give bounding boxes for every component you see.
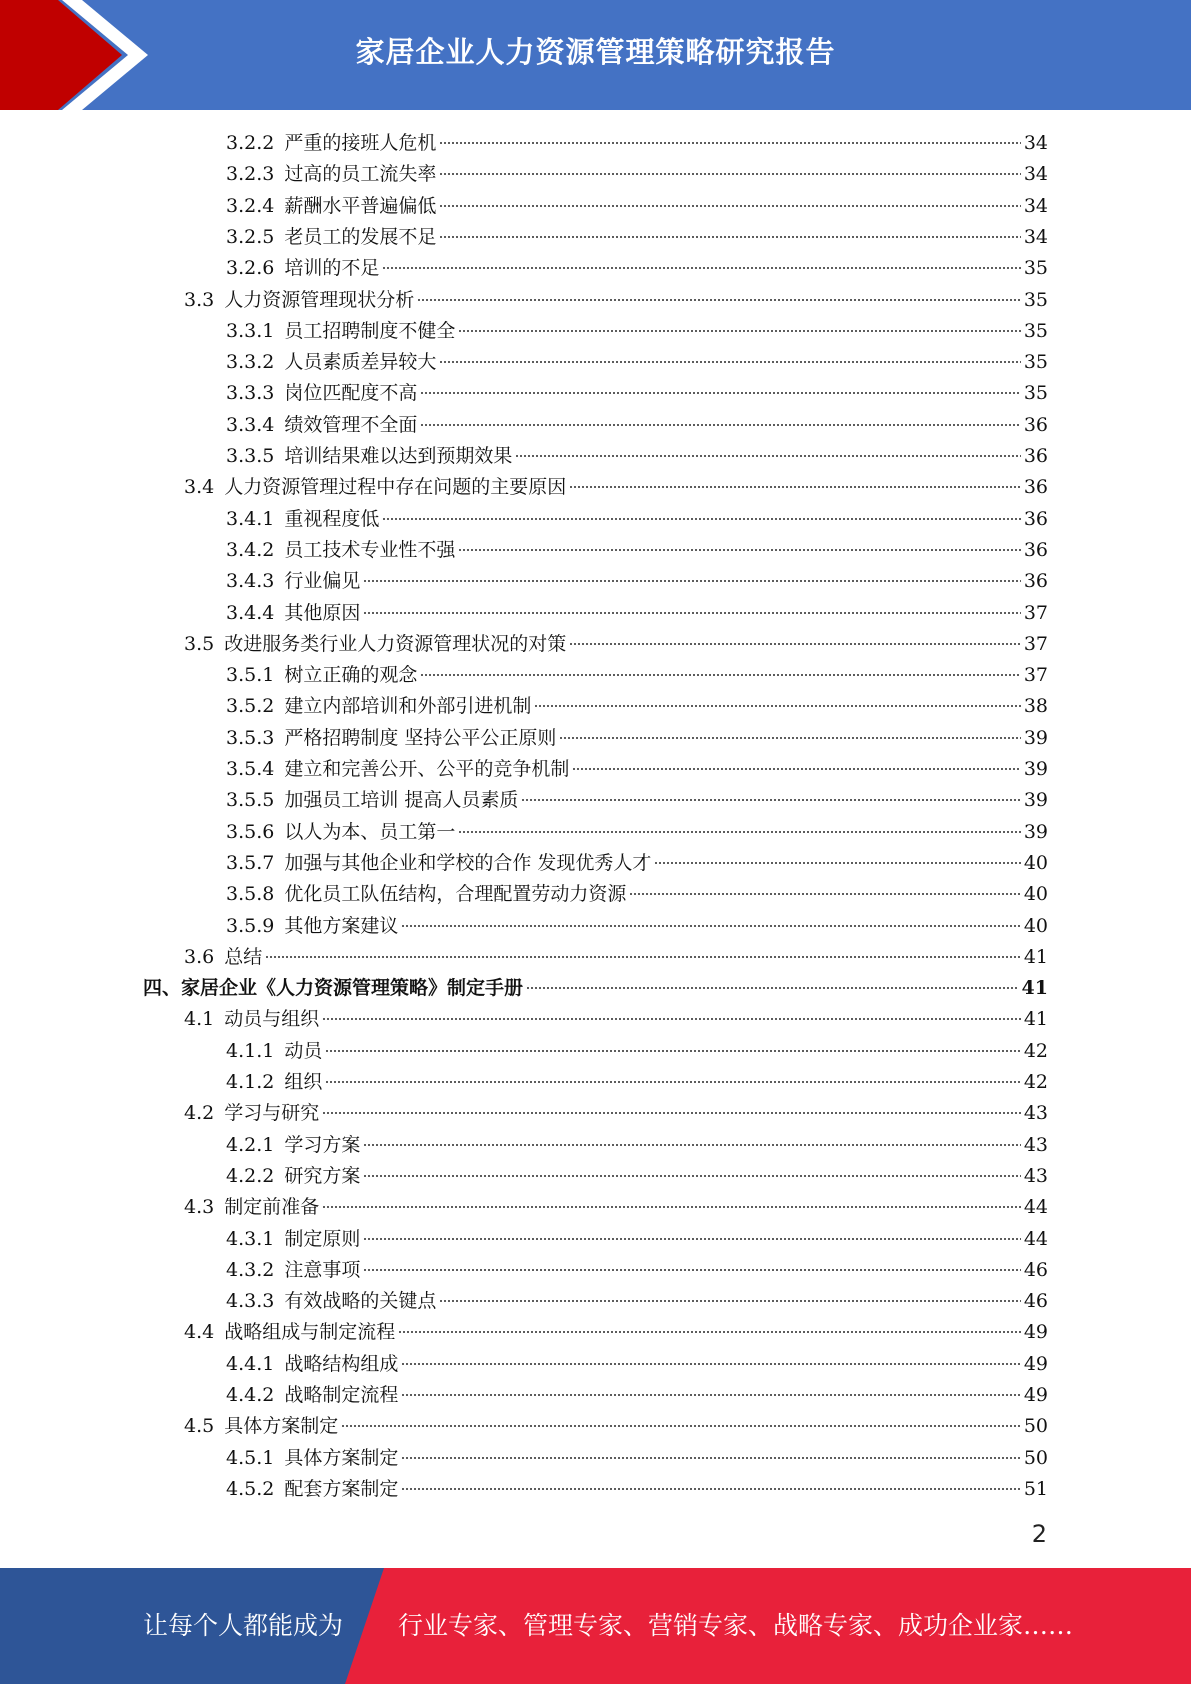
toc-entry-page: 40 bbox=[1023, 914, 1048, 937]
toc-entry-number: 3.2.5 bbox=[226, 225, 275, 248]
toc-entry-number: 3.2.2 bbox=[226, 132, 275, 154]
toc-entry-page: 36 bbox=[1023, 570, 1048, 593]
toc-dot-leader bbox=[322, 1018, 1021, 1020]
toc-entry[interactable] bbox=[184, 1192, 1048, 1223]
toc-entry-page: 36 bbox=[1023, 507, 1048, 530]
toc-dot-leader bbox=[515, 455, 1020, 457]
toc-entry-page: 34 bbox=[1023, 194, 1048, 217]
toc-entry[interactable] bbox=[226, 817, 1048, 848]
toc-entry-page: 35 bbox=[1023, 257, 1048, 280]
toc-entry-number: 3.3.3 bbox=[226, 382, 275, 405]
toc-entry-title: 员工技术专业性不强 bbox=[284, 538, 456, 561]
toc-entry[interactable] bbox=[226, 1255, 1048, 1286]
toc-entry[interactable] bbox=[226, 598, 1048, 629]
toc-entry-page: 39 bbox=[1023, 758, 1048, 780]
toc-entry[interactable] bbox=[184, 1317, 1048, 1348]
toc-entry-page: 43 bbox=[1023, 1102, 1048, 1125]
toc-entry-page: 40 bbox=[1023, 851, 1048, 874]
toc-entry-page: 43 bbox=[1023, 1133, 1048, 1156]
toc-entry-number: 3.3.1 bbox=[226, 319, 275, 342]
toc-entry-title: 优化员工队伍结构，合理配置劳动力资源 bbox=[284, 883, 627, 906]
toc-entry[interactable] bbox=[226, 535, 1048, 566]
toc-entry-title: 学习与研究 bbox=[224, 1102, 320, 1125]
toc-entry-number: 3.3.5 bbox=[226, 445, 275, 467]
toc-dot-leader bbox=[458, 549, 1020, 551]
toc-entry-title: 绩效管理不全面 bbox=[284, 413, 418, 436]
toc-entry-title: 具体方案制定 bbox=[224, 1415, 339, 1438]
toc-dot-leader bbox=[559, 737, 1020, 739]
toc-entry-number: 3.5.5 bbox=[226, 789, 275, 812]
toc-entry-title: 重视程度低 bbox=[284, 507, 380, 530]
toc-entry[interactable] bbox=[184, 472, 1048, 503]
toc-entry-title: 老员工的发展不足 bbox=[284, 225, 437, 248]
toc-dot-leader bbox=[420, 392, 1020, 394]
toc-entry-title: 加强与其他企业和学校的合作 发现优秀人才 bbox=[284, 851, 652, 874]
toc-entry[interactable] bbox=[143, 973, 1048, 1004]
toc-entry[interactable] bbox=[226, 660, 1048, 691]
toc-entry-title: 行业偏见 bbox=[284, 570, 361, 593]
toc-dot-leader bbox=[439, 173, 1020, 175]
toc-entry-title: 其他原因 bbox=[284, 601, 361, 624]
toc-entry-page: 35 bbox=[1023, 319, 1048, 342]
toc-entry-page: 34 bbox=[1023, 225, 1048, 248]
toc-entry[interactable] bbox=[226, 848, 1048, 879]
toc-entry-title: 改进服务类行业人力资源管理状况的对策 bbox=[224, 632, 567, 655]
toc-dot-leader bbox=[363, 1175, 1020, 1177]
toc-entry[interactable] bbox=[226, 1224, 1048, 1255]
toc-entry-number: 4.5.1 bbox=[226, 1446, 275, 1469]
toc-entry-title: 人员素质差异较大 bbox=[284, 351, 437, 374]
toc-entry-title: 薪酬水平普遍偏低 bbox=[284, 194, 437, 217]
toc-entry-title: 战略组成与制定流程 bbox=[224, 1321, 396, 1344]
toc-entry[interactable] bbox=[226, 1161, 1048, 1192]
toc-entry-title: 培训结果难以达到预期效果 bbox=[284, 445, 513, 467]
toc-entry-page: 49 bbox=[1023, 1321, 1048, 1344]
toc-dot-leader bbox=[265, 956, 1021, 958]
toc-entry-page: 39 bbox=[1023, 820, 1048, 843]
toc-entry-page: 42 bbox=[1023, 1039, 1048, 1062]
toc-entry-page: 49 bbox=[1023, 1384, 1048, 1406]
toc-entry[interactable] bbox=[184, 1098, 1048, 1129]
toc-entry[interactable] bbox=[226, 1130, 1048, 1161]
toc-dot-leader bbox=[521, 799, 1020, 801]
footer-slogan-left: 让每个人都能成为 bbox=[143, 1611, 344, 1640]
toc-entry-title: 研究方案 bbox=[284, 1164, 361, 1187]
toc-entry-page: 51 bbox=[1023, 1477, 1048, 1500]
toc-entry[interactable] bbox=[226, 879, 1048, 910]
toc-entry[interactable] bbox=[226, 222, 1048, 253]
toc-entry-number: 3.5.8 bbox=[226, 883, 275, 906]
toc-entry-number: 4.3.3 bbox=[226, 1290, 275, 1313]
toc-dot-leader bbox=[398, 1331, 1021, 1333]
toc-entry-number: 3.3 bbox=[184, 288, 215, 311]
toc-entry-number: 3.5.1 bbox=[226, 664, 275, 687]
toc-entry-page: 34 bbox=[1023, 132, 1048, 154]
toc-dot-leader bbox=[322, 1206, 1021, 1208]
toc-dot-leader bbox=[401, 925, 1020, 927]
page-footer bbox=[0, 1568, 1191, 1684]
toc-entry-page: 35 bbox=[1023, 288, 1048, 311]
toc-entry-title: 以人为本、员工第一 bbox=[284, 820, 456, 843]
toc-entry-number: 4.2.1 bbox=[226, 1133, 275, 1156]
toc-entry[interactable] bbox=[226, 1067, 1048, 1098]
toc-dot-leader bbox=[322, 1112, 1021, 1114]
toc-entry-number: 4.1.2 bbox=[226, 1071, 275, 1093]
toc-entry-title: 建立和完善公开、公平的竞争机制 bbox=[284, 758, 570, 780]
toc-dot-leader bbox=[401, 1488, 1020, 1490]
toc-entry-number: 4.5.2 bbox=[226, 1477, 275, 1500]
toc-entry-number: 3.5.2 bbox=[226, 695, 275, 718]
toc-entry-number: 3.5.9 bbox=[226, 914, 275, 937]
toc-entry-number: 3.2.4 bbox=[226, 194, 275, 217]
toc-dot-leader bbox=[382, 518, 1020, 520]
toc-dot-leader bbox=[458, 330, 1020, 332]
toc-entry-page: 36 bbox=[1023, 445, 1048, 467]
toc-entry-title: 战略结构组成 bbox=[284, 1352, 399, 1375]
page-header bbox=[0, 0, 1191, 110]
toc-entry-title: 岗位匹配度不高 bbox=[284, 382, 418, 405]
toc-dot-leader bbox=[382, 267, 1020, 269]
toc-entry[interactable] bbox=[184, 942, 1048, 973]
toc-entry-title: 人力资源管理过程中存在问题的主要原因 bbox=[224, 476, 567, 499]
toc-dot-leader bbox=[458, 831, 1020, 833]
toc-entry-page: 34 bbox=[1023, 163, 1048, 186]
toc-entry-title: 严重的接班人危机 bbox=[284, 132, 437, 154]
toc-dot-leader bbox=[363, 612, 1020, 614]
toc-entry-number: 3.6 bbox=[184, 945, 215, 968]
toc-entry-title: 总结 bbox=[224, 945, 263, 968]
toc-entry-number: 3.2.6 bbox=[226, 257, 275, 280]
toc-entry[interactable] bbox=[226, 1349, 1048, 1380]
toc-dot-leader bbox=[401, 1394, 1020, 1396]
toc-entry-page: 41 bbox=[1021, 977, 1048, 1000]
toc-entry-number: 3.3.4 bbox=[226, 413, 275, 436]
toc-entry-page: 40 bbox=[1023, 883, 1048, 906]
toc-entry-title: 培训的不足 bbox=[284, 257, 380, 280]
toc-entry-page: 46 bbox=[1023, 1258, 1048, 1281]
toc-dot-leader bbox=[363, 1269, 1020, 1271]
toc-entry[interactable] bbox=[226, 347, 1048, 378]
toc-entry[interactable] bbox=[226, 754, 1048, 785]
toc-dot-leader bbox=[363, 1144, 1020, 1146]
toc-entry-number: 3.4.1 bbox=[226, 507, 275, 530]
toc-entry-number: 3.5.4 bbox=[226, 758, 275, 780]
toc-entry[interactable] bbox=[184, 1004, 1048, 1035]
toc-entry-number: 3.5.7 bbox=[226, 851, 275, 874]
footer-slogan-right: 行业专家、管理专家、营销专家、战略专家、成功企业家…… bbox=[398, 1611, 1074, 1640]
toc-entry[interactable] bbox=[226, 723, 1048, 754]
toc-entry-page: 50 bbox=[1023, 1446, 1048, 1469]
toc-entry-number: 4.2 bbox=[184, 1102, 215, 1125]
toc-entry[interactable] bbox=[226, 691, 1048, 722]
toc-dot-leader bbox=[401, 1363, 1020, 1365]
toc-entry-title: 具体方案制定 bbox=[284, 1446, 399, 1469]
toc-entry[interactable] bbox=[226, 785, 1048, 816]
toc-entry[interactable] bbox=[226, 128, 1048, 159]
toc-entry-number: 3.5 bbox=[184, 632, 215, 655]
toc-entry[interactable] bbox=[226, 911, 1048, 942]
toc-entry-page: 50 bbox=[1023, 1415, 1048, 1438]
toc-entry-number: 3.4.3 bbox=[226, 570, 275, 593]
toc-entry-number: 3.2.3 bbox=[226, 163, 275, 186]
toc-entry-number: 4.3.1 bbox=[226, 1227, 275, 1250]
toc-entry-page: 35 bbox=[1023, 382, 1048, 405]
toc-entry-page: 44 bbox=[1023, 1196, 1048, 1219]
toc-entry-number: 3.4.2 bbox=[226, 538, 275, 561]
toc-entry-number: 3.4.4 bbox=[226, 601, 275, 624]
toc-entry-title: 建立内部培训和外部引进机制 bbox=[284, 695, 532, 718]
toc-dot-leader bbox=[526, 987, 1019, 989]
toc-entry-title: 制定前准备 bbox=[224, 1196, 320, 1219]
toc-entry-page: 36 bbox=[1023, 476, 1048, 499]
toc-entry[interactable] bbox=[226, 159, 1048, 190]
toc-dot-leader bbox=[439, 1300, 1020, 1302]
toc-entry[interactable] bbox=[184, 629, 1048, 660]
toc-entry-page: 46 bbox=[1023, 1290, 1048, 1313]
toc-entry-number: 3.3.2 bbox=[226, 351, 275, 374]
toc-dot-leader bbox=[363, 1238, 1020, 1240]
toc-entry-title: 人力资源管理现状分析 bbox=[224, 288, 415, 311]
toc-entry[interactable] bbox=[184, 1411, 1048, 1442]
toc-entry-title: 组织 bbox=[284, 1071, 323, 1093]
toc-entry-title: 过高的员工流失率 bbox=[284, 163, 437, 186]
toc-entry-page: 49 bbox=[1023, 1352, 1048, 1375]
toc-entry-page: 35 bbox=[1023, 351, 1048, 374]
toc-entry[interactable] bbox=[226, 316, 1048, 347]
toc-dot-leader bbox=[654, 862, 1020, 864]
toc-entry[interactable] bbox=[184, 285, 1048, 316]
toc-dot-leader bbox=[572, 768, 1020, 770]
toc-entry-page: 37 bbox=[1023, 664, 1048, 687]
toc-entry-number: 4.3.2 bbox=[226, 1258, 275, 1281]
toc-entry-title: 员工招聘制度不健全 bbox=[284, 319, 456, 342]
toc-entry[interactable] bbox=[226, 191, 1048, 222]
toc-dot-leader bbox=[325, 1081, 1020, 1083]
toc-entry[interactable] bbox=[226, 1380, 1048, 1411]
toc-entry-number: 4.4.2 bbox=[226, 1384, 275, 1406]
toc-entry-title: 树立正确的观念 bbox=[284, 664, 418, 687]
toc-dot-leader bbox=[569, 643, 1021, 645]
toc-entry-page: 39 bbox=[1023, 726, 1048, 749]
toc-entry-number: 3.5.3 bbox=[226, 726, 275, 749]
toc-entry-page: 42 bbox=[1023, 1071, 1048, 1093]
toc-entry-number: 4.1 bbox=[184, 1008, 215, 1031]
toc-entry[interactable] bbox=[226, 566, 1048, 597]
toc-entry-title: 四、家居企业《人力资源管理策略》制定手册 bbox=[143, 977, 524, 1000]
toc-entry-number: 4.3 bbox=[184, 1196, 215, 1219]
toc-entry[interactable] bbox=[226, 1286, 1048, 1317]
toc-entry[interactable] bbox=[226, 378, 1048, 409]
toc-entry-number: 4.4.1 bbox=[226, 1352, 275, 1375]
toc-entry-number: 4.1.1 bbox=[226, 1039, 275, 1062]
toc-entry-title: 战略制定流程 bbox=[284, 1384, 399, 1406]
toc-dot-leader bbox=[439, 142, 1020, 144]
toc-entry-title: 有效战略的关键点 bbox=[284, 1290, 437, 1313]
page-number: 2 bbox=[1031, 1520, 1047, 1548]
toc-dot-leader bbox=[401, 1457, 1020, 1459]
toc-entry-title: 注意事项 bbox=[284, 1258, 361, 1281]
toc-dot-leader bbox=[439, 205, 1020, 207]
toc-dot-leader bbox=[439, 236, 1020, 238]
toc-entry-title: 加强员工培训 提高人员素质 bbox=[284, 789, 519, 812]
toc-entry-title: 配套方案制定 bbox=[284, 1477, 399, 1500]
toc-entry-page: 41 bbox=[1023, 945, 1048, 968]
toc-entry[interactable] bbox=[226, 441, 1048, 472]
toc-entry-page: 36 bbox=[1023, 538, 1048, 561]
toc-dot-leader bbox=[417, 299, 1021, 301]
toc-dot-leader bbox=[341, 1425, 1021, 1427]
toc-entry-number: 3.4 bbox=[184, 476, 215, 499]
toc-entry-number: 4.2.2 bbox=[226, 1164, 275, 1187]
toc-entry[interactable] bbox=[226, 1443, 1048, 1474]
toc-dot-leader bbox=[420, 424, 1020, 426]
toc-entry-title: 动员与组织 bbox=[224, 1008, 320, 1031]
toc-dot-leader bbox=[439, 361, 1020, 363]
toc-entry-number: 4.4 bbox=[184, 1321, 215, 1344]
toc-entry[interactable] bbox=[226, 1036, 1048, 1067]
toc-dot-leader bbox=[325, 1050, 1020, 1052]
toc-entry-page: 36 bbox=[1023, 413, 1048, 436]
toc-entry-page: 41 bbox=[1023, 1008, 1048, 1031]
toc-entry[interactable] bbox=[226, 410, 1048, 441]
toc-entry[interactable] bbox=[226, 253, 1048, 284]
toc-entry[interactable] bbox=[226, 504, 1048, 535]
toc-dot-leader bbox=[569, 486, 1021, 488]
toc-entry-title: 动员 bbox=[284, 1039, 323, 1062]
toc-dot-leader bbox=[420, 674, 1020, 676]
toc-dot-leader bbox=[629, 893, 1020, 895]
toc-entry-title: 制定原则 bbox=[284, 1227, 361, 1250]
toc-entry-page: 43 bbox=[1023, 1164, 1048, 1187]
toc-entry-page: 37 bbox=[1023, 632, 1048, 655]
toc-entry[interactable] bbox=[226, 1474, 1048, 1505]
toc-dot-leader bbox=[363, 580, 1020, 582]
toc-dot-leader bbox=[534, 705, 1020, 707]
page-title: 家居企业人力资源管理策略研究报告 bbox=[355, 35, 836, 69]
toc-entry-page: 39 bbox=[1023, 789, 1048, 812]
toc-entry-page: 38 bbox=[1023, 695, 1048, 718]
toc-entry-title: 严格招聘制度 坚持公平公正原则 bbox=[284, 726, 557, 749]
toc-entry-title: 学习方案 bbox=[284, 1133, 361, 1156]
toc-entry-page: 44 bbox=[1023, 1227, 1048, 1250]
toc-entry-number: 3.5.6 bbox=[226, 820, 275, 843]
toc-entry-page: 37 bbox=[1023, 601, 1048, 624]
toc-entry-title: 其他方案建议 bbox=[284, 914, 399, 937]
toc-entry-number: 4.5 bbox=[184, 1415, 215, 1438]
